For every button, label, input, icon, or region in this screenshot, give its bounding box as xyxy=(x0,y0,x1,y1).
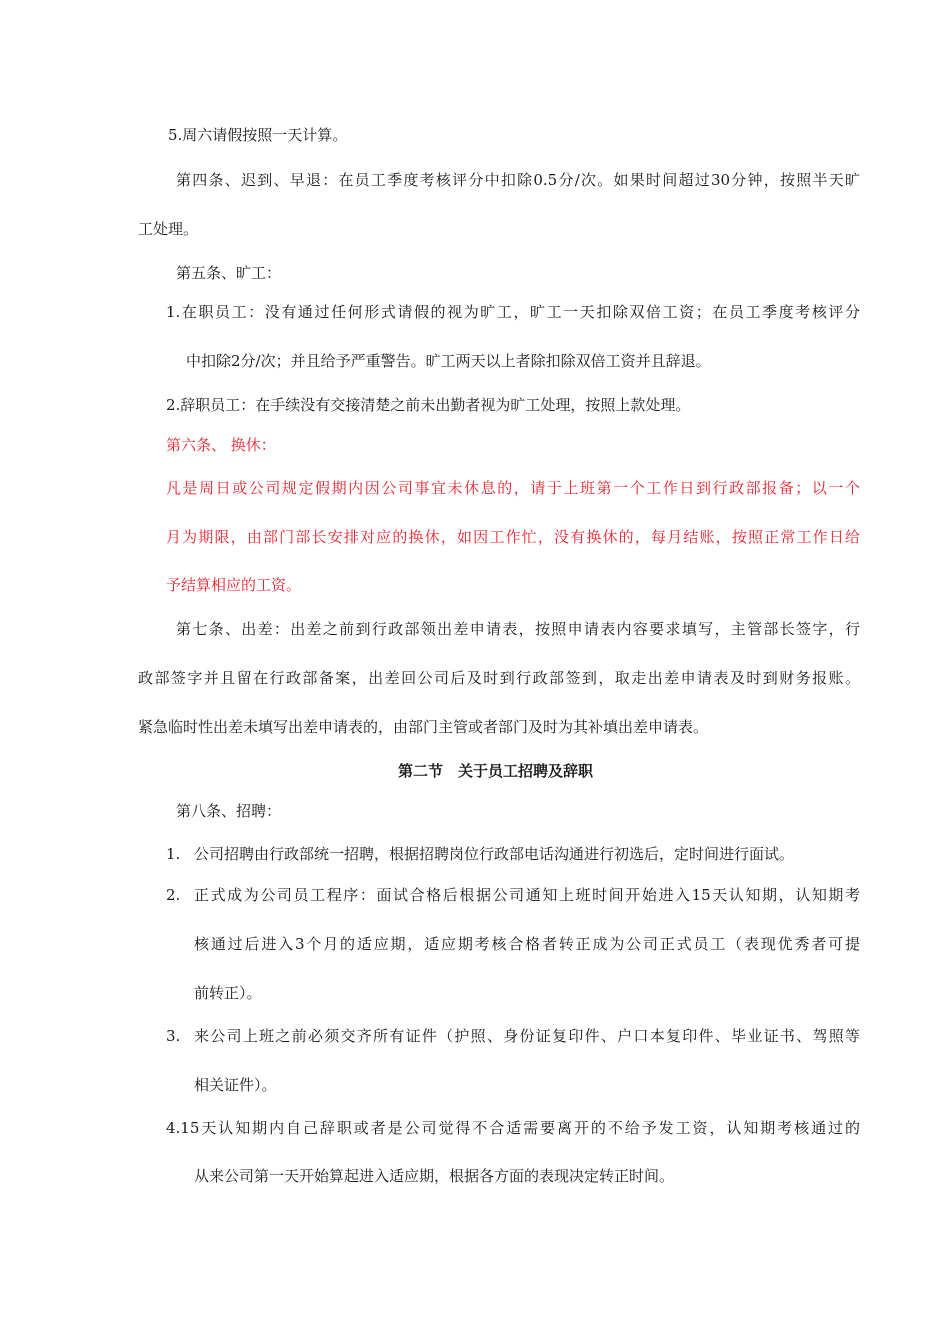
article-5-item-1-line-1: 1.在职员工：没有通过任何形式请假的视为旷工，旷工一天扣除双倍工资；在员工季度考核评分 xyxy=(166,303,860,321)
article-5-item-2: 2.辞职员工：在手续没有交接清楚之前未出勤者视为旷工处理，按照上款处理。 xyxy=(166,396,691,414)
list-number-2: 2. xyxy=(166,886,181,904)
article-8-item-3-line-1: 来公司上班之前必须交齐所有证件（护照、身份证复印件、户口本复印件、毕业证书、驾照等 xyxy=(194,1027,860,1045)
article-7-line-2: 政部签字并且留在行政部备案，出差回公司后及时到行政部签到，取走出差申请表及时到财务报账。 xyxy=(138,669,860,687)
article-6-line-3: 予结算相应的工资。 xyxy=(166,576,302,594)
article-8-item-3-line-2: 相关证件）。 xyxy=(194,1076,277,1094)
section-2-title: 第二节 关于员工招聘及辞职 xyxy=(398,762,594,780)
article-4-line-1: 第四条、迟到、早退：在员工季度考核评分中扣除0.5分/次。如果时间超过30分钟，按照半天旷 xyxy=(176,171,860,189)
article-6-heading: 第六条、 换休： xyxy=(166,436,276,454)
article-8-item-4-line-1: 4.15天认知期内自己辞职或者是公司觉得不合适需要离开的不给予发工资，认知期考核通过的 xyxy=(166,1119,860,1137)
list-number-3: 3. xyxy=(166,1027,181,1045)
article-8-heading: 第八条、招聘： xyxy=(176,802,282,820)
article-8-item-4-line-2: 从来公司第一天开始算起进入适应期，根据各方面的表现决定转正时间。 xyxy=(194,1167,675,1185)
list-number-1: 1. xyxy=(166,845,181,863)
article-8-item-1: 公司招聘由行政部统一招聘，根据招聘岗位行政部电话沟通进行初选后，定时间进行面试。 xyxy=(194,845,795,863)
article-8-item-2-line-1: 正式成为公司员工程序：面试合格后根据公司通知上班时间开始进入15天认知期，认知期考 xyxy=(194,886,860,904)
article-5-heading: 第五条、旷工： xyxy=(176,264,282,282)
rule-line-saturday-leave: 5.周六请假按照一天计算。 xyxy=(168,126,348,144)
article-6-line-2: 月为期限，由部门部长安排对应的换休，如因工作忙，没有换休的，每月结账，按照正常工作日给 xyxy=(166,528,860,546)
article-6-line-1: 凡是周日或公司规定假期内因公司事宜未休息的，请于上班第一个工作日到行政部报备；以一个 xyxy=(166,479,860,497)
article-5-item-1-line-2: 中扣除2分/次；并且给予严重警告。旷工两天以上者除扣除双倍工资并且辞退。 xyxy=(186,352,711,370)
article-8-item-2-line-2: 核通过后进入3个月的适应期，适应期考核合格者转正成为公司正式员工（表现优秀者可提 xyxy=(194,935,860,953)
article-4-line-2: 工处理。 xyxy=(138,220,199,238)
article-7-line-3: 紧急临时性出差未填写出差申请表的，由部门主管或者部门及时为其补填出差申请表。 xyxy=(138,718,709,736)
article-7-line-1: 第七条、出差：出差之前到行政部领出差申请表，按照申请表内容要求填写，主管部长签字，行 xyxy=(176,620,860,638)
article-8-item-2-line-3: 前转正）。 xyxy=(194,984,262,1002)
